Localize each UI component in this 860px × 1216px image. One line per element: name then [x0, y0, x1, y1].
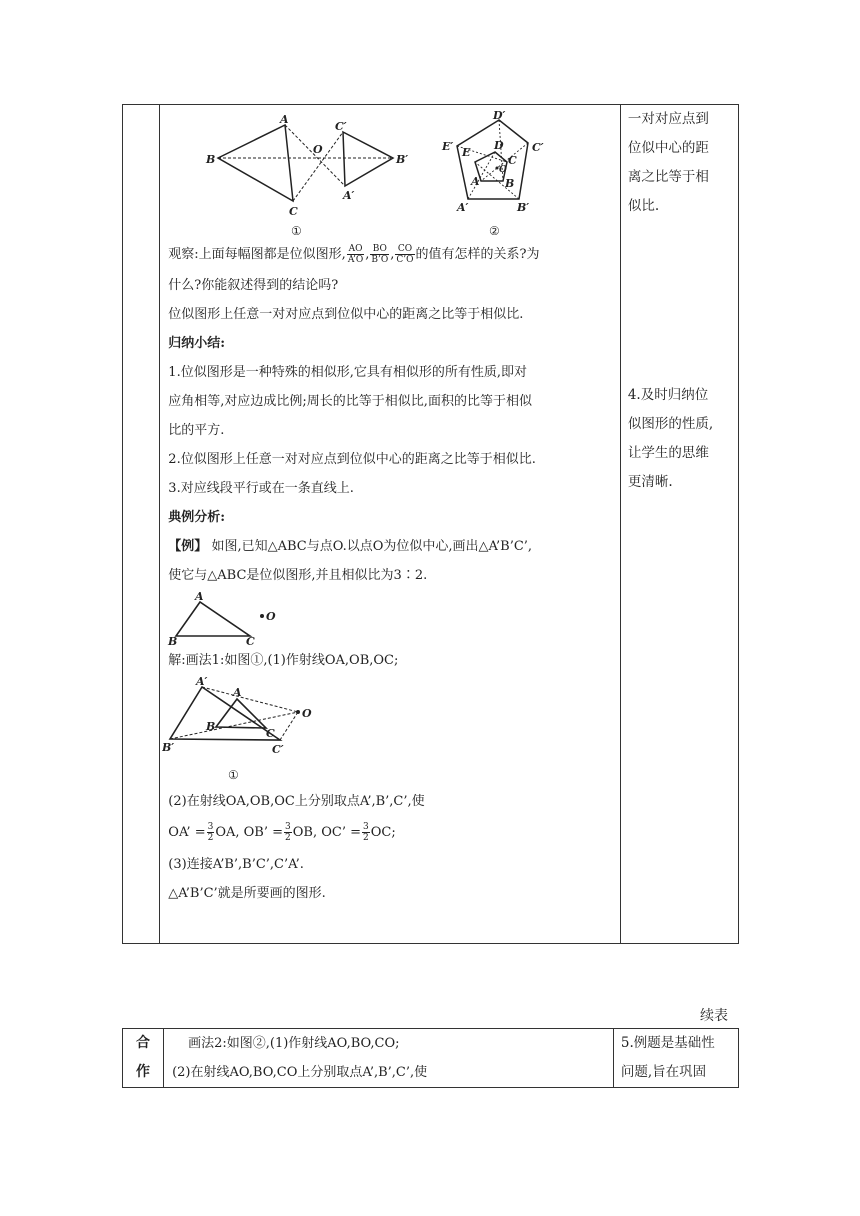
svg-text:C: C	[266, 727, 276, 740]
fig3-caption: ①	[228, 768, 240, 782]
svg-text:A: A	[233, 686, 242, 699]
notes-cell	[620, 105, 738, 944]
example-heading: 典例分析:	[168, 510, 226, 525]
svg-text:E′: E′	[442, 140, 454, 153]
fraction-co: $\frac{CO}{C’O}$	[396, 244, 414, 265]
observe-question: 观察:上面每幅图都是位似图形, $\frac{AO}{A’O}$ , $\frac{BO}{B’O}$ , $\frac{CO}{C’O}$ 的值有怎样的关系?为	[168, 244, 540, 265]
svg-text:O: O	[313, 143, 323, 156]
lesson-table-continued	[122, 1028, 739, 1088]
svg-text:B′: B′	[517, 201, 530, 214]
side-note-line: 位似中心的距	[627, 140, 709, 156]
svg-text:A: A	[195, 590, 204, 603]
stage-cell: 合 作	[123, 1029, 164, 1088]
svg-text:A′: A′	[343, 189, 355, 202]
side-note-line: 似比.	[627, 198, 660, 214]
svg-text:C: C	[246, 635, 256, 646]
figure-caption-1: ①	[291, 224, 303, 235]
summary-heading: 归纳小结:	[168, 336, 226, 351]
content-cell	[164, 1029, 614, 1088]
svg-text:C′: C′	[532, 141, 544, 154]
continued-label: 续表	[700, 1008, 728, 1024]
homothety-figures	[160, 107, 600, 235]
svg-text:B: B	[168, 635, 178, 646]
summary-line: 2.位似图形上任意一对对应点到位似中心的距离之比等于相似比.	[168, 452, 536, 467]
figure-caption-2: ②	[489, 224, 501, 235]
method2-line: 画法2:如图②,(1)作射线AO,BO,CO;	[188, 1036, 400, 1051]
example-triangle-figure	[162, 590, 292, 646]
fraction-bo: $\frac{BO}{B’O}$	[371, 244, 389, 265]
svg-text:B′: B′	[162, 741, 175, 754]
svg-text:O: O	[499, 165, 508, 175]
example-text-line2: 使它与△ABC是位似图形,并且相似比为3∶2.	[168, 568, 428, 583]
svg-text:O: O	[302, 707, 312, 720]
svg-text:A: A	[280, 113, 289, 126]
svg-text:A′: A′	[196, 675, 208, 688]
svg-text:D′: D′	[493, 109, 506, 122]
svg-text:O: O	[266, 610, 276, 623]
stage-cell	[123, 105, 160, 944]
summary-line: 1.位似图形是一种特殊的相似形,它具有相似形的所有性质,即对	[168, 365, 527, 380]
solution-result: △A’B’C’就是所要画的图形.	[168, 886, 326, 901]
method2-line: (2)在射线AO,BO,CO上分别取点A’,B’,C’,使	[172, 1065, 428, 1080]
side-note-line: 5.例题是基础性	[620, 1035, 715, 1051]
content-cell	[160, 105, 621, 944]
svg-text:C′: C′	[335, 120, 347, 133]
solution-step-2: (2)在射线OA,OB,OC上分别取点A’,B’,C’,使	[168, 794, 425, 809]
solution-step-3: (3)连接A’B’,B’C’,C’A’.	[168, 857, 304, 872]
svg-text:C: C	[508, 154, 518, 167]
construction-figure	[162, 675, 332, 787]
side-note-line: 问题,旨在巩固	[620, 1064, 707, 1080]
fraction-ao: $\frac{AO}{A’O}$	[347, 244, 364, 265]
ratio-equation: OA’ = $\frac{3}{2}$ OA, OB’ = $\frac{3}{2}$ OB, OC’ = $\frac{3}{2}$ OC;	[168, 822, 396, 843]
summary-line: 比的平方.	[168, 423, 225, 438]
svg-text:D: D	[494, 139, 504, 152]
observe-question-line2: 什么?你能叙述得到的结论吗?	[168, 278, 339, 293]
side-note-line: 似图形的性质,	[627, 416, 714, 432]
svg-text:B: B	[206, 720, 216, 733]
example-text: 【例】 如图,已知△ABC与点O.以点O为位似中心,画出△A’B’C’,	[168, 539, 533, 554]
lesson-table	[122, 104, 739, 944]
svg-text:C: C	[289, 205, 299, 218]
svg-text:B: B	[206, 153, 216, 166]
side-note-line: 更清晰.	[627, 474, 673, 490]
summary-line: 3.对应线段平行或在一条直线上.	[168, 481, 354, 496]
summary-line: 应角相等,对应边成比例;周长的比等于相似比,面积的比等于相似	[168, 394, 532, 409]
svg-text:A: A	[471, 175, 480, 188]
solution-step-1: 解:画法1:如图①,(1)作射线OA,OB,OC;	[168, 653, 399, 668]
svg-text:E: E	[462, 146, 471, 159]
svg-text:A′: A′	[457, 201, 469, 214]
notes-cell	[613, 1029, 738, 1088]
side-note-line: 让学生的思维	[627, 445, 709, 461]
side-note-line: 离之比等于相	[627, 169, 709, 185]
svg-text:B: B	[505, 177, 515, 190]
conclusion-text: 位似图形上任意一对对应点到位似中心的距离之比等于相似比.	[168, 307, 524, 322]
svg-text:C′: C′	[272, 743, 284, 756]
side-note-line: 4.及时归纳位	[627, 387, 709, 403]
svg-text:B′: B′	[396, 153, 409, 166]
side-note-line: 一对对应点到	[627, 111, 709, 127]
